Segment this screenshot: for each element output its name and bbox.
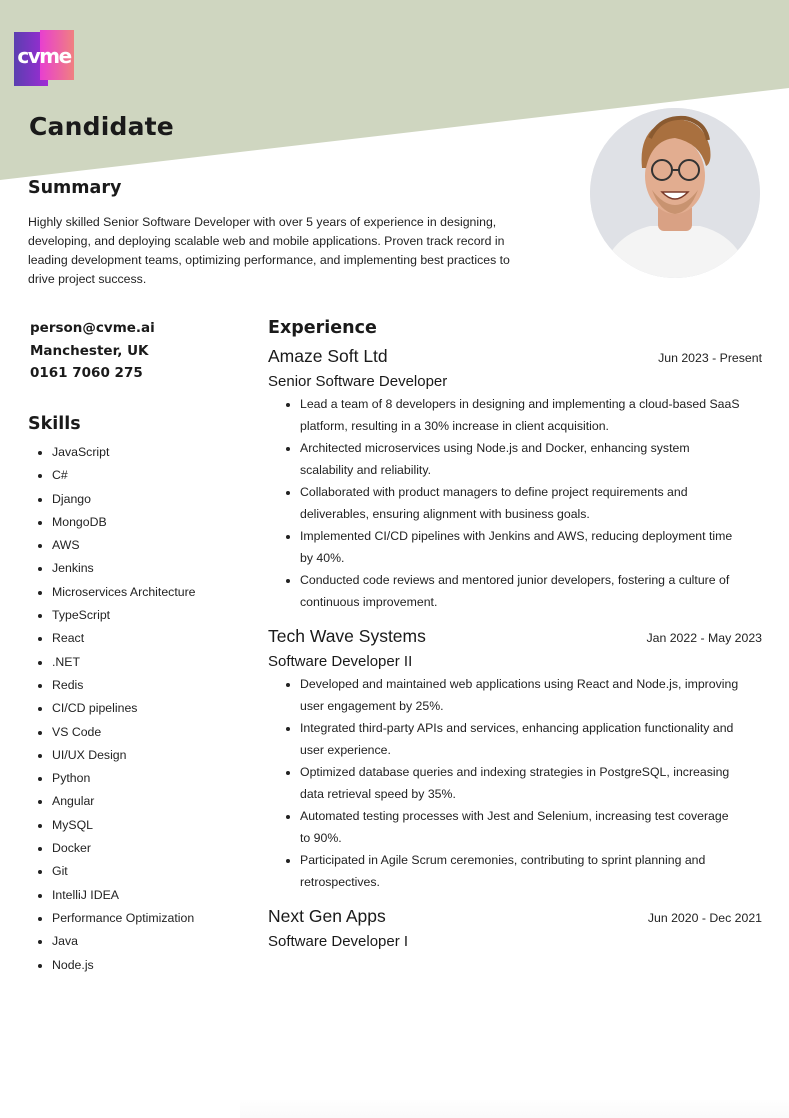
cvme-logo [14, 30, 74, 86]
job-entry [268, 626, 762, 893]
skill-item: • Python [52, 769, 238, 788]
job-dates: Jun 2023 - Present [658, 351, 762, 365]
job-role: Software Developer II [268, 653, 413, 670]
skill-item: • Git [52, 862, 238, 881]
contact-info [30, 317, 155, 385]
job-bullets [268, 393, 762, 613]
job-bullet: • Conducted code reviews and mentored junior developers, fostering a culture of continuous improvement. [300, 569, 762, 613]
skill-item: • React [52, 629, 238, 648]
skill-item: • C# [52, 466, 238, 485]
skill-item: • Microservices Architecture [52, 583, 238, 602]
skill-item: • VS Code [52, 723, 238, 742]
job-company: Amaze Soft Ltd [268, 346, 388, 366]
job-bullet: • Lead a team of 8 developers in designing and implementing a cloud-based SaaS platform, resulting in a 30% increase in client acquisition. [300, 393, 762, 437]
skill-item: • IntelliJ IDEA [52, 886, 238, 905]
skills-list [28, 443, 238, 975]
skills-section [28, 414, 238, 979]
skill-item: • Java [52, 932, 238, 951]
skill-item: • AWS [52, 536, 238, 555]
job-bullet: • Collaborated with product managers to define project requirements and deliverables, ensuring alignment with business goals. [300, 481, 762, 525]
skills-title: Skills [28, 414, 81, 434]
job-bullet: • Participated in Agile Scrum ceremonies, contributing to sprint planning and retrospectives. [300, 849, 762, 893]
experience-title: Experience [268, 318, 377, 338]
profile-photo [590, 108, 760, 278]
job-entry [268, 346, 762, 613]
candidate-name: Candidate [29, 112, 174, 141]
skill-item: • MongoDB [52, 513, 238, 532]
contact-email[interactable]: person@cvme.ai [30, 320, 155, 336]
summary-text: Highly skilled Senior Software Developer with over 5 years of experience in designing, developing, and deploying scalable web and mobile applications. Proven track record in leading development teams, optimizing performance, and implementing best practices to drive project success. [28, 215, 510, 286]
job-header [268, 626, 762, 647]
skill-item: • JavaScript [52, 443, 238, 462]
job-company: Tech Wave Systems [268, 626, 426, 646]
job-dates: Jun 2020 - Dec 2021 [647, 911, 762, 925]
job-bullet: • Architected microservices using Node.js and Docker, enhancing system scalability and reliability. [300, 437, 762, 481]
job-company: Next Gen Apps [268, 906, 386, 926]
job-header [268, 346, 762, 367]
skill-item: • .NET [52, 653, 238, 672]
experience-section [268, 318, 762, 950]
summary-title: Summary [28, 178, 122, 198]
job-role: Software Developer I [268, 933, 409, 950]
contact-location: Manchester, UK [30, 342, 149, 359]
skill-item: • TypeScript [52, 606, 238, 625]
skill-item: • Jenkins [52, 559, 238, 578]
footer-shadow [240, 1100, 789, 1118]
job-entry [268, 906, 762, 950]
skill-item: • Redis [52, 676, 238, 695]
jobs-list [268, 346, 762, 950]
skill-item: • Django [52, 490, 238, 509]
job-header [268, 906, 762, 927]
job-role: Senior Software Developer [268, 373, 448, 390]
summary-section [28, 178, 538, 289]
skill-item: • UI/UX Design [52, 746, 238, 765]
job-bullet: • Automated testing processes with Jest and Selenium, increasing test coverage to 90%. [300, 805, 762, 849]
logo-text: cvme [17, 44, 71, 68]
job-bullet: • Optimized database queries and indexing strategies in PostgreSQL, increasing data retrieval speed by 35%. [300, 761, 762, 805]
job-bullet: • Integrated third-party APIs and services, enhancing application functionality and user experience. [300, 717, 762, 761]
skill-item: • Docker [52, 839, 238, 858]
skill-item: • MySQL [52, 816, 238, 835]
job-bullet: • Developed and maintained web applications using React and Node.js, improving user engagement by 25%. [300, 673, 762, 717]
person-portrait-icon [590, 108, 760, 278]
skill-item: • Performance Optimization [52, 909, 238, 928]
skill-item: • CI/CD pipelines [52, 699, 238, 718]
job-bullet: • Implemented CI/CD pipelines with Jenkins and AWS, reducing deployment time by 40%. [300, 525, 762, 569]
job-dates: Jan 2022 - May 2023 [646, 631, 762, 645]
skill-item: • Node.js [52, 956, 238, 975]
contact-phone[interactable]: 0161 7060 275 [30, 365, 143, 381]
skill-item: • Angular [52, 792, 238, 811]
job-bullets [268, 673, 762, 893]
